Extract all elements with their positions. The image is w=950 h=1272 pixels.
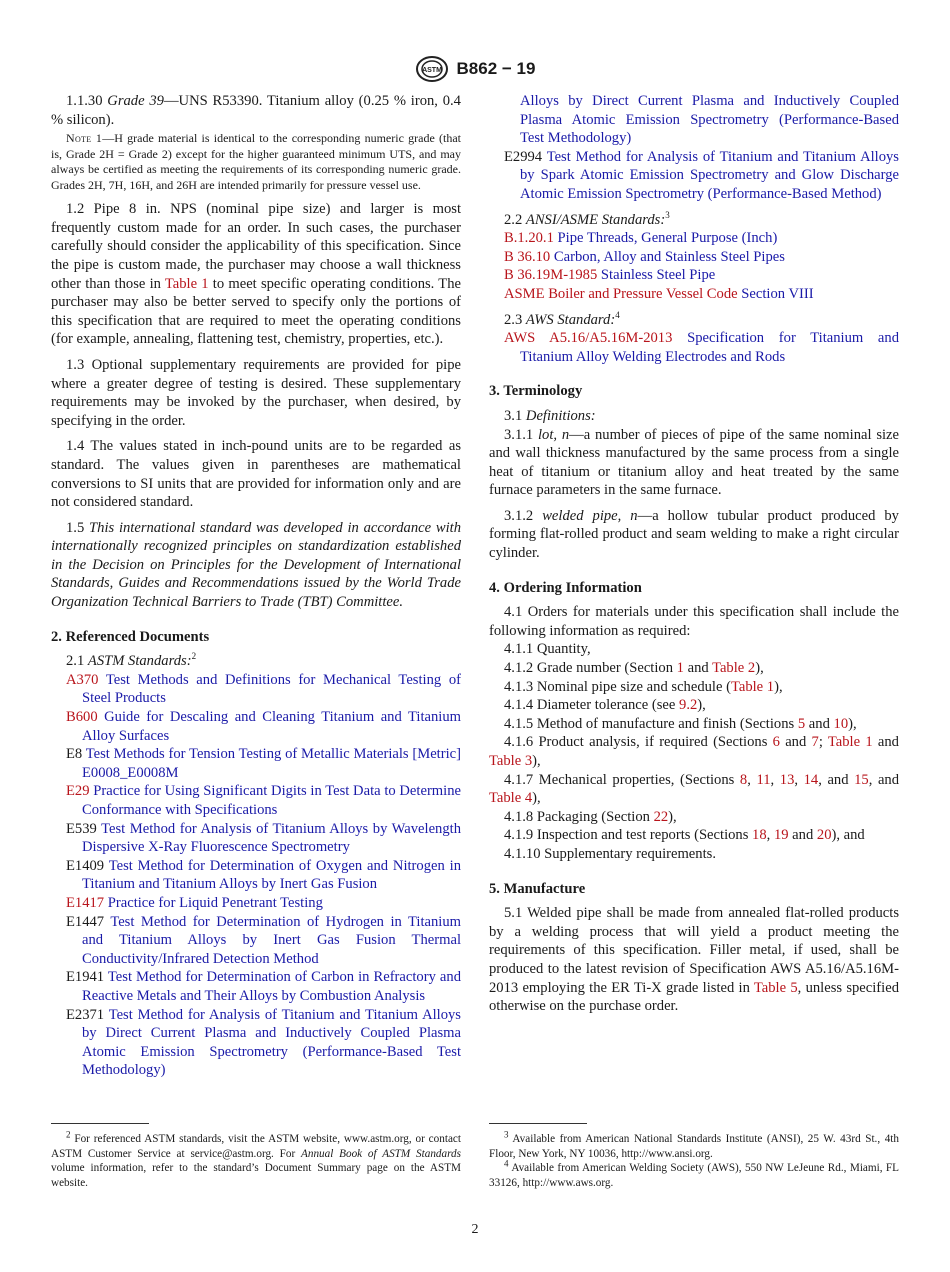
paragraph-3-1-2: 3.1.2 welded pipe, n—a hollow tubular product produced by forming flat-rolled product and seam welding to make a right circular cylinder. [489,507,899,562]
paragraph-2-1: 2.1 ASTM Standards:$^2$ [66,651,197,670]
reference-e1941: E1941 Test Method for Determination of Carbon in Refractory and Reactive Metals and Their Alloys by Combustion Analysis [66,969,461,1004]
reference-a370: A370 Test Methods and Definitions for Mechanical Testing of Steel Products [66,671,461,707]
item-4-1-6: 4.1.6 Product analysis, if required (Sections 6 and 7; Table 1 and Table 3), [489,734,899,769]
paragraph-3-1: 3.1 Definitions: [504,407,596,424]
astm-references-list [51,671,461,1080]
reference-e1409: E1409 Test Method for Determination of Oxygen and Nitrogen in Titanium and Titanium Alloys by Inert Gas Fusion [66,857,461,893]
section-5-heading: 5. Manufacture [489,880,586,897]
footnote-divider-right [489,1123,587,1124]
table-1-link[interactable]: Table 1 [164,275,209,292]
document-designation: B862 − 19 [456,59,536,78]
footnote-2: $^2$ For referenced ASTM standards, visit the ASTM website, www.astm.org, or contact ASTM Customer Service at service@astm.org. For Annual Book of ASTM Standards volume information, refer to the standard’s Document Summary page on the ASTM website. [51,1129,461,1189]
footnote-divider-left [51,1123,149,1124]
paragraph-1-5: 1.5 This international standard was developed in accordance with internationally recognized principles on standardization established in the Decision on Principles for the Development of International Standards, Guides and Recommendations issued by the World Trade Organization Technical Barriers to Trade (TBT) Committee. [51,519,462,611]
item-4-1-5: 4.1.5 Method of manufacture and finish (Sections 5 and 10), [504,715,857,732]
item-4-1-9: 4.1.9 Inspection and test reports (Sections 18, 19 and 20), and [504,827,865,844]
right-column [489,92,899,1016]
item-4-1-10: 4.1.10 Supplementary requirements. [504,845,716,862]
reference-e2994: E2994 Test Method for Analysis of Titanium and Titanium Alloys by Spark Atomic Emission Spectrometry and Glow Discharge Atomic Emission Spectrometry (Performance-Based Method) [504,148,899,202]
reference-e539: E539 Test Method for Analysis of Titanium Alloys by Wavelength Dispersive X-Ray Fluorescence Spectrometry [66,820,461,856]
paragraph-1-3: 1.3 Optional supplementary requirements are provided for pipe where a greater degree of testing is desired. These supplementary requirements may be invoked by the purchaser, when desired, by specifying in the order. [51,356,461,429]
page-header [0,56,950,82]
reference-e2371-continued[interactable]: Alloys by Direct Current Plasma and Inductively Coupled Plasma Atomic Emission Spectrometry (Performance-Based Test Methodology) [520,93,899,147]
footnotes-3-4 [489,1129,899,1190]
ansi-reference: B.1.20.1 Pipe Threads, General Purpose (Inch) [504,230,778,247]
svg-text:ASTM: ASTM [421,67,442,74]
item-4-1-4: 4.1.4 Diameter tolerance (see 9.2), [504,697,706,714]
ansi-reference: B 36.10 Carbon, Alloy and Stainless Steel Pipes [504,248,785,265]
paragraph-1-2: 1.2 Pipe 8 in. NPS (nominal pipe size) and larger is most frequently custom made for an order. In such cases, the purchaser carefully should consider the applicability of this specification. Since the pipe is custom made, the purchaser may choose a wall thickness other than those in Table 1 to meet specific operating conditions. The purchaser may also be better served to specify only the portions of this specification that are required to meet the operating conditions (for example, annealing, flattening test, chemistry, properties, etc.). [51,201,461,348]
reference-e1417: E1417 Practice for Liquid Penetrant Testing [66,894,323,911]
ansi-references-list [489,229,899,303]
paragraph-4-1: 4.1 Orders for materials under this specification shall include the following information as required: [489,604,899,639]
ansi-reference: ASME Boiler and Pressure Vessel Code Section VIII [504,285,814,302]
left-column [51,92,461,1080]
paragraph-2-2: 2.2 ANSI/ASME Standards:$^3$ [504,209,670,228]
section-3-heading: 3. Terminology [489,383,583,400]
ansi-reference: B 36.19M-1985 Stainless Steel Pipe [504,267,716,284]
paragraph-1-1-30: 1.1.30 Grade 39—UNS R53390. Titanium alloy (0.25 % iron, 0.4 % silicon). [51,93,461,128]
note-1: Note 1—H grade material is identical to the corresponding numeric grade (that is, Grade 2H = Grade 2) except for the higher guaranteed minimum UTS, and may always be certified as meeting the requirements of its corresponding numeric grade. Grades 2H, 7H, 16H, and 26H are intended primarily for pressure vessel use. [51,131,461,192]
footnote-3: $^3$ Available from American National Standards Institute (ANSI), 25 W. 43rd St., 4th Floor, New York, NY 10036, http://www.ansi.org. [489,1129,899,1160]
paragraph-3-1-1: 3.1.1 lot, n—a number of pieces of pipe of the same nominal size and wall thickness manufactured by the same process from a single heat of titanium or titanium alloy and heat treated by the same furnace parameters in the same furnace. [489,426,900,499]
reference-e1447: E1447 Test Method for Determination of Hydrogen in Titanium and Titanium Alloys by Inert Gas Fusion Thermal Conductivity/Infrared Detection Method [66,913,461,967]
paragraph-5-1: 5.1 Welded pipe shall be made from annealed flat-rolled products by a welding process that will yield a product meeting the requirements of this specification. Filler metal, if used, shall be produced to the latest revision of Specification AWS A5.16/A5.16M-2013 employing the ER Ti-X grade listed in Table 5, unless specified otherwise on the purchase order. [489,905,899,1015]
reference-e29: E29 Practice for Using Significant Digits in Test Data to Determine Conformance with Specifications [66,783,461,818]
item-4-1-3: 4.1.3 Nominal pipe size and schedule (Table 1), [504,678,783,695]
section-2-heading: 2. Referenced Documents [51,628,210,645]
item-4-1-1: 4.1.1 Quantity, [504,641,591,658]
section-4-heading: 4. Ordering Information [489,579,642,596]
astm-logo-icon [415,56,449,82]
footnote-4: $^4$ Available from American Welding Society (AWS), 550 NW LeJeune Rd., Miami, FL 33126, http://www.aws.org. [489,1158,899,1189]
reference-e2371: E2371 Test Method for Analysis of Titanium and Titanium Alloys by Direct Current Plasma and Inductively Coupled Plasma Atomic Emission Spectrometry (Performance-Based Test Methodology) [66,1006,461,1079]
item-4-1-7: 4.1.7 Mechanical properties, (Sections 8, 11, 13, 14, and 15, and Table 4), [489,771,900,807]
reference-b600: B600 Guide for Descaling and Cleaning Titanium and Titanium Alloy Surfaces [66,709,461,744]
reference-aws-a5-16: AWS A5.16/A5.16M-2013 Specification for Titanium and Titanium Alloy Welding Electrodes and Rods [504,330,899,365]
reference-e8: E8 Test Methods for Tension Testing of Metallic Materials [Metric] E0008_E0008M [66,746,461,781]
item-4-1-2: 4.1.2 Grade number (Section 1 and Table 2), [504,660,764,677]
page-number: 2 [471,1222,479,1237]
item-4-1-8: 4.1.8 Packaging (Section 22), [504,808,677,825]
paragraph-2-3: 2.3 AWS Standard:$^4$ [504,309,620,328]
paragraph-1-4: 1.4 The values stated in inch-pound units are to be regarded as standard. The values given in parentheses are mathematical conversions to SI units that are provided for information only and are not considered standard. [51,438,461,511]
